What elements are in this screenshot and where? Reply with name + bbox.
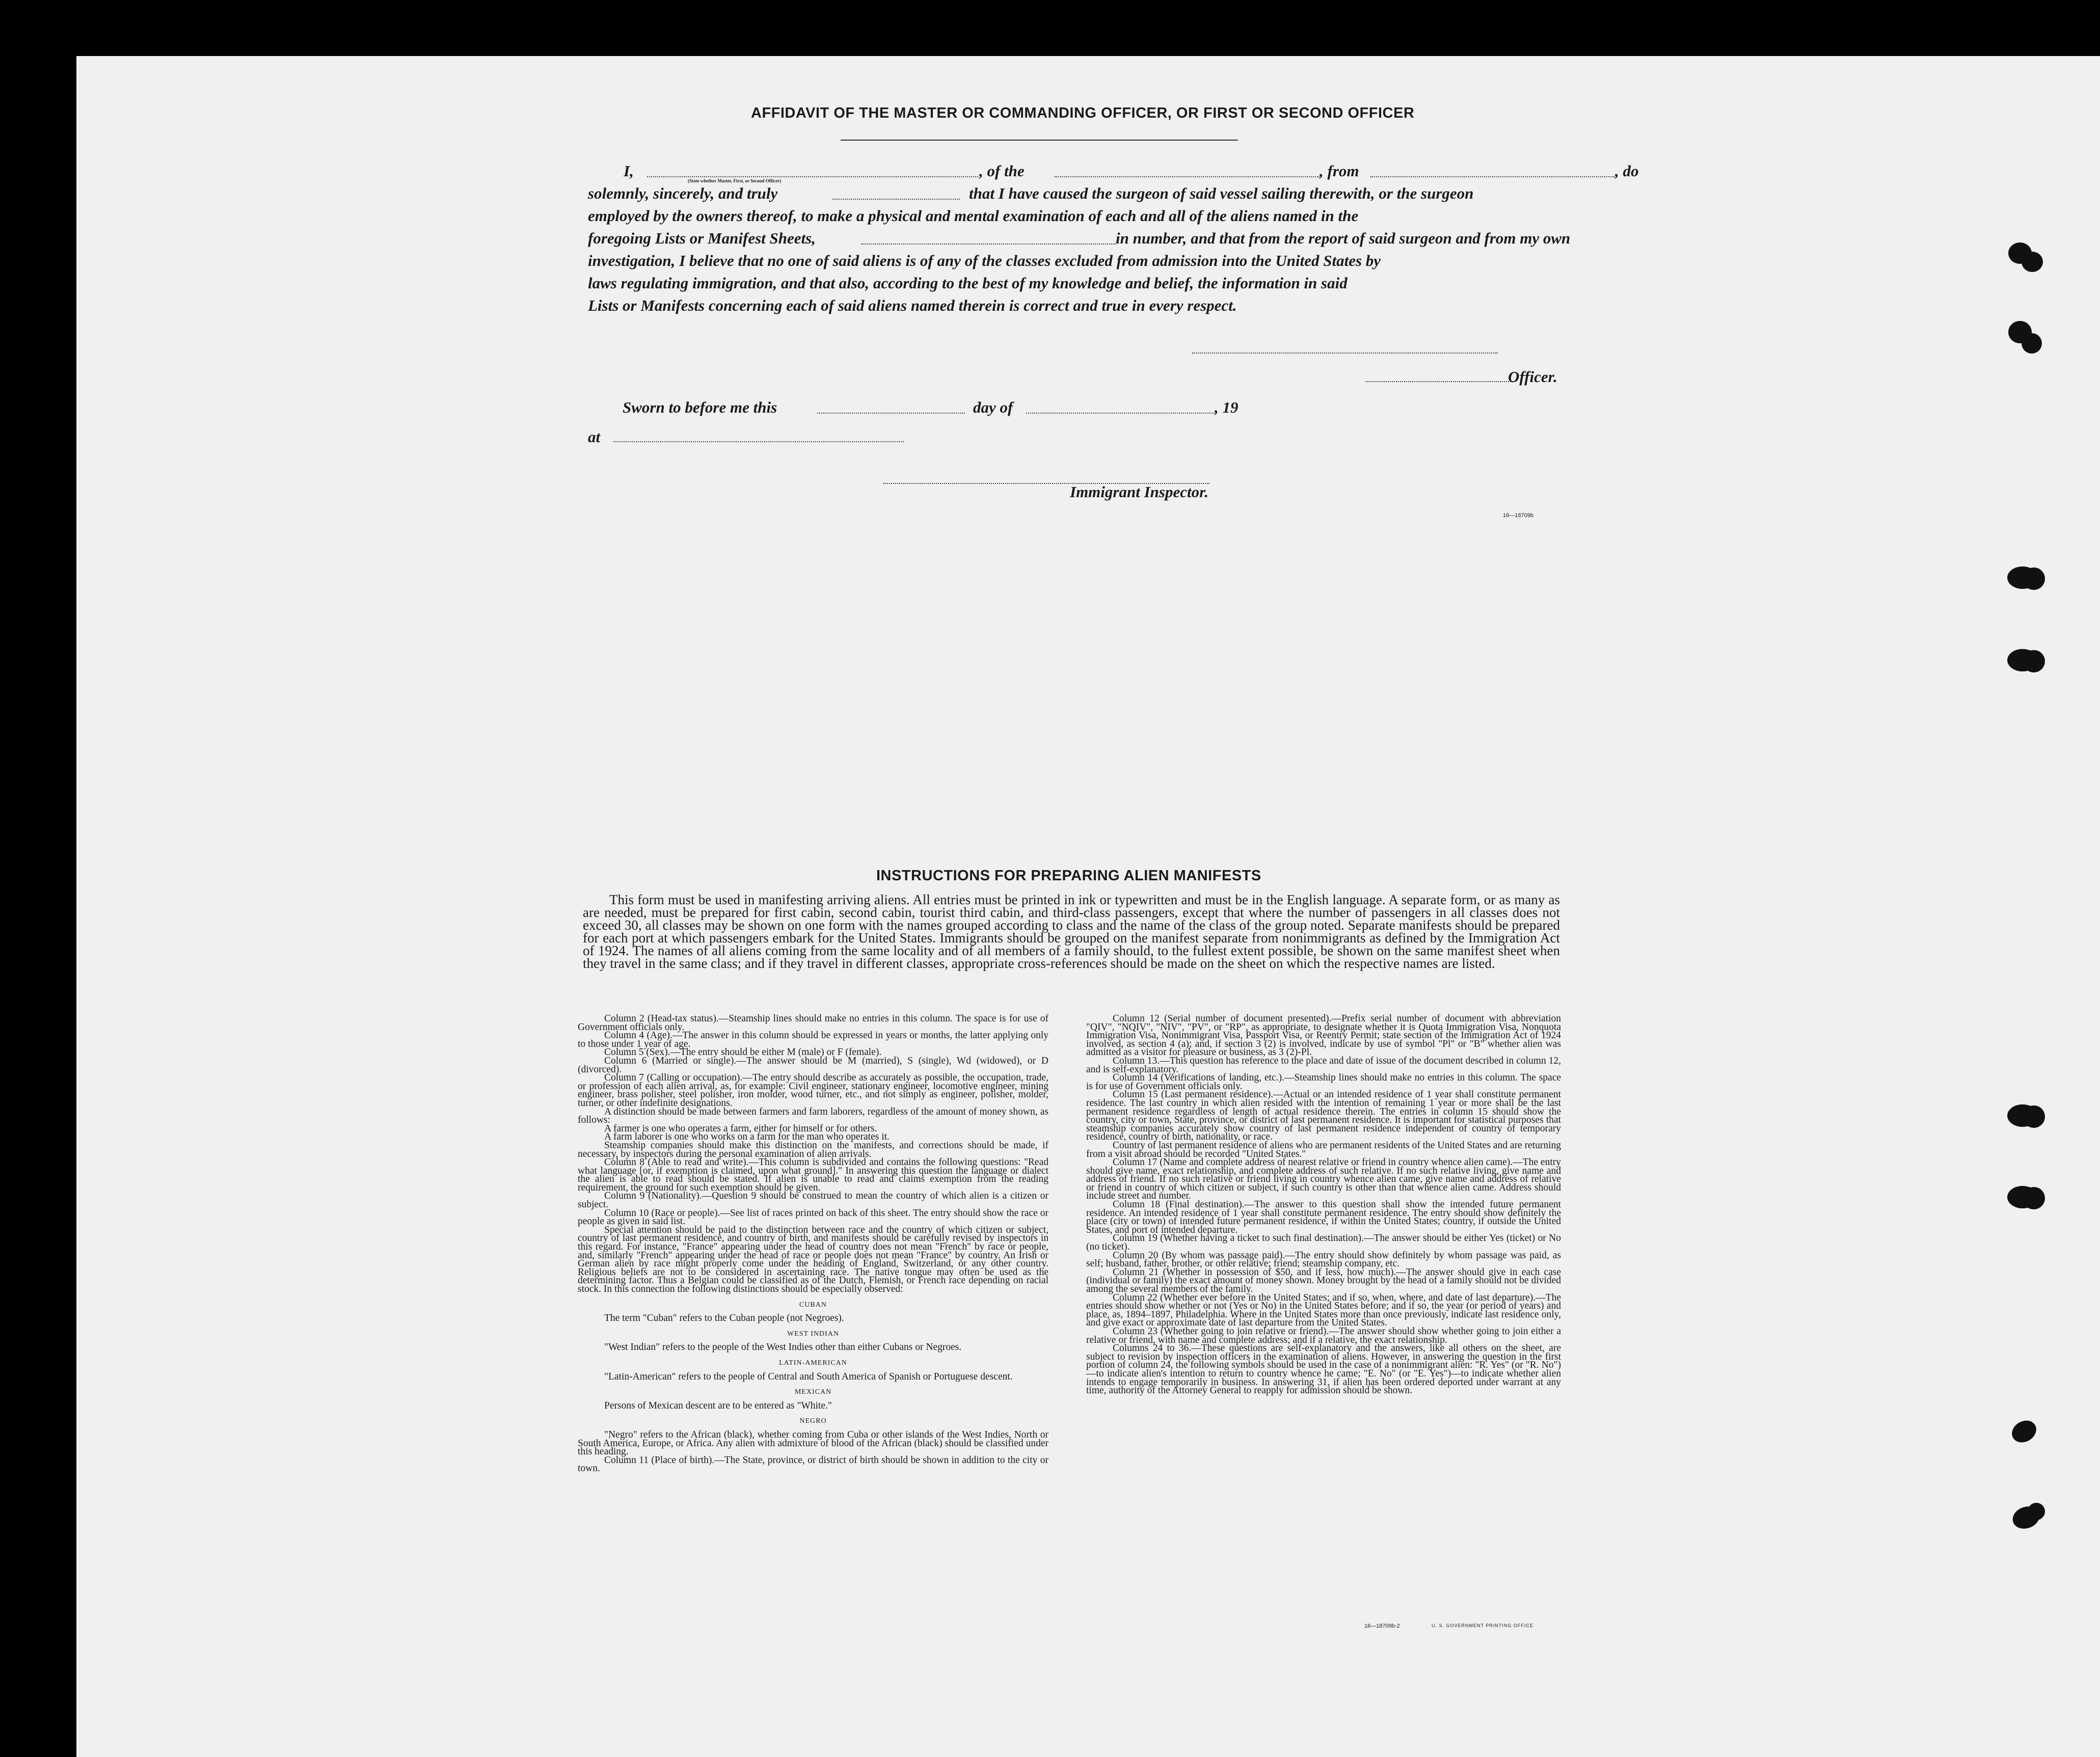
affidavit-title: AFFIDAVIT OF THE MASTER OR COMMANDING OFFICER, OR FIRST OR SECOND OFFICER bbox=[751, 105, 1415, 121]
column-15-us: Country of last permanent residence of aliens who are permanent residents of the United States and are returning from a visit abroad should be recorded "United States." bbox=[1086, 1140, 1561, 1159]
column-15-text: Column 15 (Last permanent residence).—Actual or an intended residence of 1 year shall constitute permanent residence. The last country in which alien resided with the intention of remaining 1 year or more shall be the last permanent residence regardless of length of actual residence therein. The entries in column 15 should show the country, city or town, State, province, or district of last permanent residence. It is important for statistical purposes that steamship companies accurately show country of last permanent residence independent of country of temporary residence, country of birth, nationality, or race. bbox=[1086, 1089, 1561, 1143]
document-page bbox=[76, 56, 2100, 1757]
sworn-day-blank bbox=[817, 413, 965, 414]
punch-hole bbox=[2022, 333, 2042, 354]
column-10-attention: Special attention should be paid to the distinction between race and the country of which citizen or subject, country of last permanent residence, and country of birth, and manifests should be carefully revised by inspectors in this regard. For instance, "France" appearing under the head of country does not mean "French" by race or people, and, similarly "French" appearing under the head of race or people does not mean "France" by country. An Irish or German alien by race might properly come under the heading of England, Switzerland, or any other country. Religious beliefs are not to be considered in ascertaining race. The native tongue may often be used as the determining factor. Thus a Belgian could be classified as of the Dutch, Flemish, or French race depending on racial stock. In this connection the following distinctions should be especially observed: bbox=[578, 1224, 1048, 1294]
sworn-blank bbox=[832, 199, 960, 200]
heading-mexican: MEXICAN bbox=[794, 1388, 832, 1396]
punch-hole bbox=[2023, 567, 2045, 590]
punch-hole bbox=[2023, 1105, 2045, 1128]
affidavit-of: , of the bbox=[979, 162, 1025, 180]
count-blank bbox=[861, 244, 1116, 245]
column-2-text: Column 2 (Head-tax status).—Steamship lines should make no entries in this column. The space is for use of Government officials only. bbox=[578, 1013, 1048, 1033]
sworn-day: day of bbox=[973, 398, 1013, 416]
column-7-text: Column 7 (Calling or occupation).—The entry should describe as accurately as possible, the occupation, trade, or profession of each alien arrival, as, for example: Civil engineer, stationary engineer, locomotive engineer, mining engineer, brass polisher, steel polisher, iron molder, wood turner, etc., and not simply as engineer, polisher, molder, turner, or other indefinite designations. bbox=[578, 1072, 1048, 1109]
left-column bbox=[578, 1015, 1048, 1473]
footer-code: 16—18709b-2 bbox=[1364, 1623, 1400, 1629]
mexican-text: Persons of Mexican descent are to be entered as "White." bbox=[604, 1400, 832, 1411]
column-18-text: Column 18 (Final destination).—The answer to this question shall show the intended future permanent residence. An intended residence of 1 year shall constitute permanent residence. The entry should show definitely the place (city or town) of intended future permanent residence, if within the United States; country, if outside the United States, and port of intended departure. bbox=[1086, 1199, 1561, 1235]
title-underline bbox=[841, 140, 1238, 141]
punch-hole bbox=[2022, 252, 2043, 272]
punch-hole bbox=[2023, 650, 2045, 672]
column-21-text: Column 21 (Whether in possession of $50, and if less, how much).—The answer should give in each case (individual or family) the exact amount of money shown. Money brought by the head of a family should not be divided among the several members of the family. bbox=[1086, 1266, 1561, 1294]
instructions-intro bbox=[583, 894, 1560, 970]
at-blank bbox=[613, 441, 904, 442]
officer-label: Officer. bbox=[1508, 368, 1557, 386]
column-8-text: Column 8 (Able to read and write).—This column is subdivided and contains the following questions: "Read what language [or, if exemption is claimed, upon what ground]." In answering this question the language or dialect the alien is able to read should be stated. If alien is unable to read and claims exemption from the reading requirement, the ground for such exemption should be given. bbox=[578, 1157, 1048, 1193]
form-code: 16—18709b bbox=[1503, 512, 1533, 519]
punch-hole bbox=[2008, 1416, 2040, 1447]
affidavit-line2: solemnly, sincerely, and truly bbox=[588, 184, 778, 202]
affidavit-line2b: that I have caused the surgeon of said vessel sailing therewith, or the surgeon bbox=[969, 184, 1474, 202]
at-label: at bbox=[588, 428, 601, 446]
column-7-distinction: A distinction should be made between farmers and farm laborers, regardless of the amount of money shown, as follows: bbox=[578, 1106, 1048, 1126]
column-7-steamship: Steamship companies should make this distinction on the manifests, and corrections should be made, if necessary, by inspectors during the personal examination of alien arrivals. bbox=[578, 1140, 1048, 1159]
affidavit-line3: employed by the owners thereof, to make a physical and mental examination of each and all of the aliens named in the bbox=[588, 207, 1359, 225]
instructions-title: INSTRUCTIONS FOR PREPARING ALIEN MANIFESTS bbox=[876, 868, 1261, 884]
column-9-text: Column 9 (Nationality).—Question 9 should be construed to mean the country of which alien is a citizen or subject. bbox=[578, 1191, 1048, 1210]
sworn-year: , 19 bbox=[1215, 398, 1239, 416]
affidavit-i: I, bbox=[624, 162, 634, 180]
intro-paragraph: This form must be used in manifesting arriving aliens. All entries must be printed in ink or typewritten and must be in the English language. A separate form, or as many as are needed, must be prepared for first cabin, second cabin, tourist third cabin, and third-class passengers, except that where the number of passengers in all classes does not exceed 30, all classes may be shown on one form with the names grouped according to class and the name of the class of the group noted. Separate manifests should be prepared for each port at which passengers embark for the United States. Immigrants should be grouped on the manifest separate from nonimmigrants as defined by the Immigration Act of 1924. The names of all aliens coming from the same locality and of all members of a family should, to the fullest extent possible, be shown on the same manifest sheet when they travel in the same class; and if they travel in different classes, appropriate cross-references should be made on the sheet on which the respective names are listed. bbox=[583, 892, 1560, 971]
column-11-text: Column 11 (Place of birth).—The State, province, or district of birth should be shown in addition to the city or town. bbox=[578, 1454, 1048, 1474]
affidavit-line4: foregoing Lists or Manifest Sheets, bbox=[588, 229, 816, 247]
column-7-laborer: A farm laborer is one who works on a farm for the man who operates it. bbox=[604, 1131, 890, 1143]
inspector-label: Immigrant Inspector. bbox=[1070, 483, 1209, 501]
affidavit-line7: Lists or Manifests concerning each of said aliens named therein is correct and true in every respect. bbox=[588, 296, 1237, 314]
sworn-text: Sworn to before me this bbox=[623, 398, 777, 416]
column-19-text: Column 19 (Whether having a ticket to such final destination).—The answer should be either Yes (ticket) or No (no ticket). bbox=[1086, 1233, 1561, 1253]
column-10-text: Column 10 (Race or people).—See list of races printed on back of this sheet. The entry should show the race or people as given in said list. bbox=[578, 1207, 1048, 1227]
state-note: (State whether Master, First, or Second Officer) bbox=[688, 178, 782, 183]
west-indian-text: "West Indian" refers to the people of the West Indies other than either Cubans or Negroes. bbox=[604, 1342, 962, 1353]
heading-latin-american: LATIN-AMERICAN bbox=[779, 1359, 847, 1367]
affidavit-line5: investigation, I believe that no one of said aliens is of any of the classes excluded from admission into the United States by bbox=[588, 252, 1381, 269]
column-5-text: Column 5 (Sex).—The entry should be either M (male) or F (female). bbox=[604, 1047, 882, 1058]
column-6-text: Column 6 (Married or single).—The answer should be M (married), S (single), Wd (widowed), or D (divorced). bbox=[578, 1055, 1048, 1075]
officer-line bbox=[1365, 381, 1513, 382]
signature-line bbox=[1192, 353, 1498, 354]
negro-text: "Negro" refers to the African (black), whether coming from Cuba or other islands of the West Indies, North or South America, Europe, or Africa. Any alien with admixture of blood of the African (black) should be classified under this heading. bbox=[578, 1429, 1048, 1457]
punch-hole bbox=[2028, 1503, 2045, 1520]
heading-west-indian: WEST INDIAN bbox=[787, 1330, 840, 1338]
affidavit-line4b: in number, and that from the report of said surgeon and from my own bbox=[1116, 229, 1571, 247]
column-13-text: Column 13.—This question has reference to the place and date of issue of the document described in column 12, and is self-explanatory. bbox=[1086, 1055, 1561, 1075]
column-20-text: Column 20 (By whom was passage paid).—The entry should show definitely by whom passage was paid, as self; husband, father, brother, or other relative; friend; steamship company, etc. bbox=[1086, 1250, 1561, 1269]
column-23-text: Column 23 (Whether going to join relative or friend).—The answer should show whether going to join either a relative or friend, with name and complete address; and if a relative, the exact relationship. bbox=[1086, 1326, 1561, 1345]
vessel-blank bbox=[1055, 176, 1320, 177]
punch-hole bbox=[2023, 1187, 2045, 1209]
officer-name-blank bbox=[647, 176, 978, 177]
column-12-text: Column 12 (Serial number of document presented).—Prefix serial number of document with abbreviation "QIV", "NQIV", "NIV", "PV", or "RP", as appropriate, to designate whether it is Quota Immigration Visa, Nonquota Immigration Visa, Nonimmigrant Visa, Passport Visa, or Reentry Permit; state section of the Immigration Act of 1924 involved, as section 4 (a); and, if section 3 (2) is involved, indicate by use of symbol "Pl" or "B" whether alien was admitted as a visitor for pleasure or business, as 3 (2)-Pl. bbox=[1086, 1013, 1561, 1058]
right-column bbox=[1086, 1015, 1561, 1395]
sworn-month-blank bbox=[1026, 413, 1215, 414]
columns-24-36-text: Columns 24 to 36.—These questions are self-explanatory and the answers, like all others on the sheet, are subject to revision by inspection officers in the examination of aliens. However, in answering the question in the first portion of column 24, the following symbols should be used in the case of a nonimmigrant alien: "R. Yes" (or "R. No")—to indicate alien's intention to return to country whence he came; "E. No" (or "E. Yes")—to indicate whether alien intends to engage temporarily in business. In answering 31, if alien has been ordered deported under warrant at any time, authority of the Attorney General to reapply for admission should be shown. bbox=[1086, 1343, 1561, 1396]
heading-negro: NEGRO bbox=[799, 1417, 827, 1425]
cuban-text: The term "Cuban" refers to the Cuban people (not Negroes). bbox=[604, 1313, 844, 1324]
affidavit-do: , do bbox=[1615, 162, 1639, 180]
column-4-text: Column 4 (Age).—The answer in this column should be expressed in years or months, the latter applying only to those under 1 year of age. bbox=[578, 1030, 1048, 1049]
column-7-farmer: A farmer is one who operates a farm, either for himself or for others. bbox=[604, 1123, 877, 1134]
affidavit-line6: laws regulating immigration, and that also, according to the best of my knowledge and belief, the information in said bbox=[588, 274, 1348, 292]
column-17-text: Column 17 (Name and complete address of nearest relative or friend in country whence alien came).—The entry should give name, exact relationship, and complete address of such relative. If no such relative living, give name and address of friend. If no such relative or friend living in country whence alien came, give name and address of relative or friend in country of which citizen or subject, if such country is other than that whence alien came. Address should include street and number. bbox=[1086, 1157, 1561, 1202]
footer-office: U. S. GOVERNMENT PRINTING OFFICE bbox=[1432, 1623, 1533, 1628]
column-22-text: Column 22 (Whether ever before in the United States; and if so, when, where, and date of last departure).—The entries should show whether or not (Yes or No) in the United States before; and if so, the year (or period of years) and place, as, 1894–1897, Philadelphia. Where in the United States more than once previously, indicate last residence only, and give exact or approximate date of last departure from the United States. bbox=[1086, 1292, 1561, 1329]
heading-cuban: CUBAN bbox=[799, 1301, 827, 1309]
latin-american-text: "Latin-American" refers to the people of Central and South America of Spanish or Portuguese descent. bbox=[604, 1371, 1013, 1382]
affidavit-from: , from bbox=[1320, 162, 1359, 180]
port-blank bbox=[1370, 176, 1615, 177]
column-14-text: Column 14 (Verifications of landing, etc.).—Steamship lines should make no entries in this column. The space is for use of Government officials only. bbox=[1086, 1072, 1561, 1092]
